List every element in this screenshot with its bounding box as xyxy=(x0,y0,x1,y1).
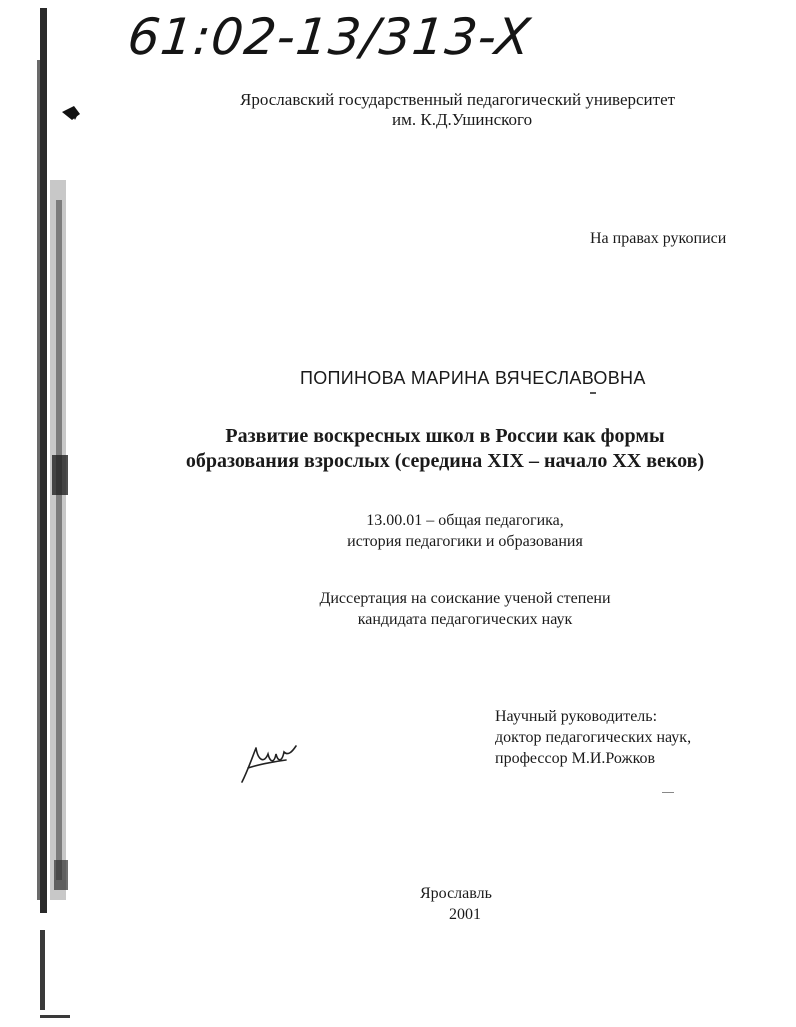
scan-speck xyxy=(590,392,598,396)
specialty-name-line: история педагогики и образования xyxy=(347,533,583,550)
dissertation-title-line-1: Развитие воскресных школ в России как формы xyxy=(225,425,665,447)
university-name: Ярославский государственный педагогический университет xyxy=(240,90,676,109)
handwritten-archive-code: 61:02-13/313-X xyxy=(124,8,534,66)
year: 2001 xyxy=(449,906,481,923)
handwritten-signature xyxy=(238,740,298,785)
specialty-code-line: 13.00.01 – общая педагогика, xyxy=(366,512,564,529)
city: Ярославль xyxy=(420,885,492,902)
supervisor-degree: доктор педагогических наук, xyxy=(495,729,692,746)
scan-speck xyxy=(662,792,676,796)
author-name: ПОПИНОВА МАРИНА ВЯЧЕСЛАВОВНА xyxy=(300,368,646,388)
degree-statement-line-1: Диссертация на соискание ученой степени xyxy=(319,590,611,607)
supervisor-label: Научный руководитель: xyxy=(495,708,658,725)
degree-statement-line-2: кандидата педагогических наук xyxy=(357,611,573,628)
dissertation-title-line-2: образования взрослых (середина XIX – начало XX веков) xyxy=(185,450,705,472)
university-named-after: им. К.Д.Ушинского xyxy=(392,110,533,129)
scan-binding-edge xyxy=(0,0,80,1027)
supervisor-name: профессор М.И.Рожков xyxy=(495,750,656,767)
manuscript-rights-note: На правах рукописи xyxy=(590,230,727,247)
